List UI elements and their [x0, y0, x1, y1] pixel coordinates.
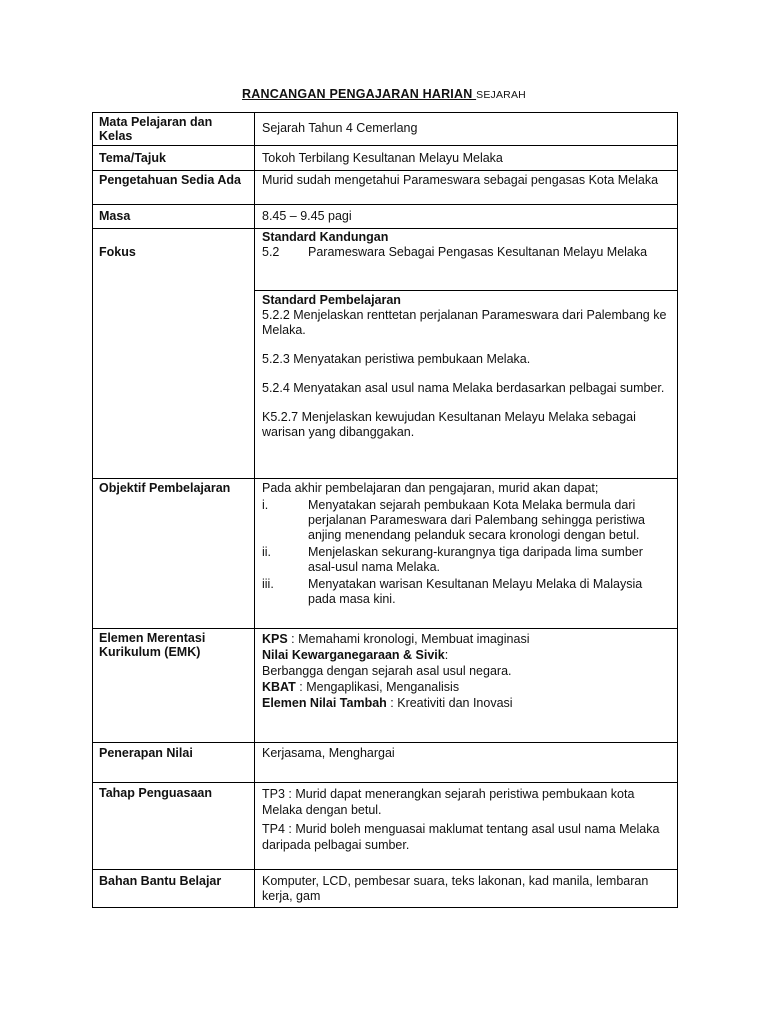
sp-item: 5.2.2 Menjelaskan renttetan perjalanan Parameswara dari Palembang ke Melaka.: [262, 308, 667, 337]
value-masa: 8.45 – 9.45 pagi: [262, 209, 352, 223]
row-objektif: [92, 478, 678, 628]
emk-kbat: KBAT : Mengaplikasi, Menganalisis: [262, 680, 460, 694]
tahap-tp4: TP4 : Murid boleh menguasai maklumat tentang asal usul nama Melaka daripada pelbagai sumber.: [262, 822, 660, 852]
label-emk: Elemen Merentasi Kurikulum (EMK): [93, 629, 255, 742]
label-mata-pelajaran: Mata Pelajaran dan Kelas: [93, 113, 255, 145]
label-pengetahuan: Pengetahuan Sedia Ada: [93, 171, 255, 204]
row-bahan: [92, 869, 678, 908]
sp-heading: Standard Pembelajaran: [262, 293, 401, 307]
value-bahan: Komputer, LCD, pembesar suara, teks lakonan, kad manila, lembaran kerja, gam: [262, 874, 649, 903]
row-mata-pelajaran: [92, 112, 678, 145]
label-bahan: Bahan Bantu Belajar: [93, 870, 255, 907]
row-tahap: [92, 782, 678, 869]
objektif-text: Menjelaskan sekurang-kurangnya tiga daripada lima sumber asal-usul nama Melaka.: [308, 545, 643, 574]
value-objektif: [255, 479, 677, 628]
standard-kandungan: [262, 229, 671, 290]
label-tahap: Tahap Penguasaan: [93, 783, 255, 869]
row-fokus: [92, 228, 678, 478]
title-subject: SEJARAH: [476, 89, 526, 101]
row-masa: [92, 204, 678, 228]
sk-text: Parameswara Sebagai Pengasas Kesultanan Melayu Melaka: [308, 245, 648, 259]
objektif-number: i.: [262, 498, 269, 512]
title-main: RANCANGAN PENGAJARAN HARIAN: [242, 87, 477, 101]
sp-item: 5.2.4 Menyatakan asal usul nama Melaka berdasarkan pelbagai sumber.: [262, 381, 665, 395]
sk-item: [262, 245, 671, 260]
emk-nilai: Nilai Kewarganegaraan & Sivik:: [262, 648, 449, 662]
lesson-plan-table: [92, 112, 678, 908]
label-masa: Masa: [93, 205, 255, 228]
value-pengetahuan: Murid sudah mengetahui Parameswara sebagai pengasas Kota Melaka: [262, 173, 659, 187]
label-objektif: Objektif Pembelajaran: [93, 479, 255, 628]
sp-item: 5.2.3 Menyatakan peristiwa pembukaan Melaka.: [262, 352, 531, 366]
objektif-text: Menyatakan warisan Kesultanan Melayu Melaka di Malaysia pada masa kini.: [308, 577, 643, 606]
value-mata-pelajaran: Sejarah Tahun 4 Cemerlang: [262, 121, 418, 135]
row-emk: [92, 628, 678, 742]
row-pengetahuan: [92, 170, 678, 204]
objektif-item: [262, 498, 671, 543]
sk-number: 5.2: [262, 245, 280, 259]
value-penerapan: Kerjasama, Menghargai: [262, 746, 395, 760]
row-tema: [92, 145, 678, 170]
standard-pembelajaran: [255, 290, 677, 478]
objektif-intro: Pada akhir pembelajaran dan pengajaran, murid akan dapat;: [262, 481, 599, 495]
label-fokus: Fokus: [93, 229, 255, 478]
emk-nilai-text: Berbangga dengan sejarah asal usul negara.: [262, 664, 512, 678]
objektif-item: [262, 577, 671, 607]
row-penerapan: [92, 742, 678, 782]
value-tema: Tokoh Terbilang Kesultanan Melayu Melaka: [262, 151, 503, 165]
tahap-tp3: TP3 : Murid dapat menerangkan sejarah peristiwa pembukaan kota Melaka dengan betul.: [262, 787, 635, 817]
sp-item: K5.2.7 Menjelaskan kewujudan Kesultanan Melayu Melaka sebagai warisan yang dibanggakan.: [262, 410, 636, 439]
objektif-number: iii.: [262, 577, 274, 591]
objektif-text: Menyatakan sejarah pembukaan Kota Melaka bermula dari perjalanan Parameswara dari Palembang sehingga peristiwa anjing menendang pelanduk secara kronologi dengan betul.: [308, 498, 645, 542]
value-fokus: [255, 229, 677, 478]
label-tema: Tema/Tajuk: [93, 146, 255, 170]
label-penerapan: Penerapan Nilai: [93, 743, 255, 782]
sk-heading: Standard Kandungan: [262, 230, 389, 244]
value-emk: [255, 629, 677, 742]
objektif-number: ii.: [262, 545, 272, 559]
document-title: [0, 87, 768, 101]
emk-elemen: Elemen Nilai Tambah : Kreativiti dan Inovasi: [262, 696, 513, 710]
emk-kps: KPS : Memahami kronologi, Membuat imaginasi: [262, 632, 530, 646]
objektif-item: [262, 545, 671, 575]
value-tahap: [255, 783, 677, 869]
